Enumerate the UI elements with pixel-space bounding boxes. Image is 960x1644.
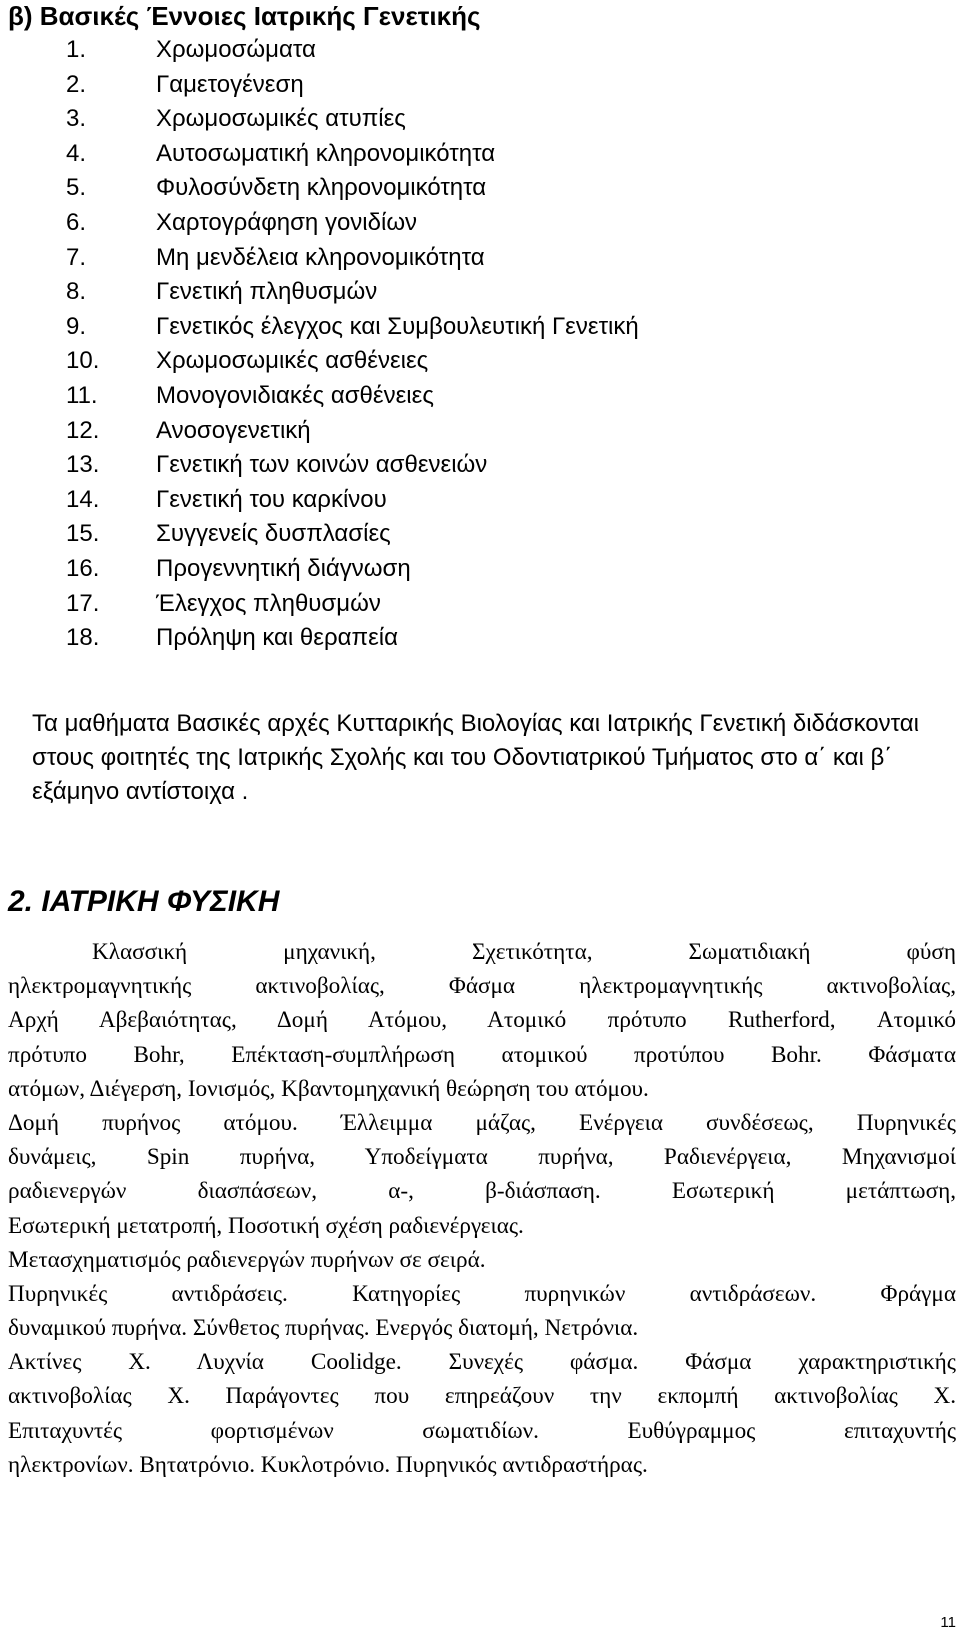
list-item-label: Χαρτογράφηση γονιδίων — [156, 208, 418, 236]
list-item-number: 7. — [66, 243, 87, 271]
syllabus-line: ηλεκτρομαγνητικής ακτινοβολίας, Φάσμα ηλεκτρομαγνητικής ακτινοβολίας, — [8, 973, 956, 1000]
list-item-label: Έλεγχος πληθυσμών — [156, 589, 381, 617]
list-item-label: Ανοσογενετική — [156, 416, 311, 444]
list-item-number: 18. — [66, 624, 100, 652]
list-item-number: 14. — [66, 485, 100, 513]
list-item-number: 1. — [66, 36, 87, 63]
syllabus-line: δυναμικού πυρήνα. Σύνθετος πυρήνας. Ενεργός διατομή, Νετρόνια. — [8, 1315, 639, 1342]
section-2-heading: 2. ΙΑΤΡΙΚΗ ΦΥΣΙΚΗ — [8, 885, 280, 918]
syllabus-line: Εσωτερική μετατροπή, Ποσοτική σχέση ραδιενέργειας. — [8, 1212, 524, 1239]
syllabus-line: Επιταχυντές φορτισμένων σωματιδίων. Ευθύγραμμος επιταχυντής — [8, 1417, 956, 1444]
list-item-number: 11. — [66, 381, 98, 409]
list-item-number: 6. — [66, 208, 87, 236]
list-item-label: Χρωμοσωμικές ασθένειες — [156, 347, 429, 375]
list-item-number: 9. — [66, 312, 87, 340]
syllabus-line: ραδιενεργών διασπάσεων, α-, β-διάσπαση. Εσωτερική μετάπτωση, — [8, 1178, 956, 1205]
syllabus-line: Αρχή Αβεβαιότητας, Δομή Ατόμου, Ατομικό πρότυπο Rutherford, Ατομικό — [8, 1007, 956, 1034]
syllabus-line: ατόμων, Διέγερση, Ιονισμός, Κβαντομηχανική θεώρηση του ατόμου. — [8, 1075, 649, 1102]
list-item-label: Χρωμοσωμικές ατυπίες — [156, 105, 406, 133]
list-item-number: 3. — [66, 105, 87, 133]
list-item-label: Αυτοσωματική κληρονομικότητα — [156, 139, 496, 167]
page-number: 11 — [940, 1614, 956, 1631]
list-item-label: Γενετικός έλεγχος και Συμβουλευτική Γενετική — [156, 312, 639, 340]
list-item-number: 13. — [66, 451, 100, 479]
list-item-number: 10. — [66, 347, 100, 375]
list-item-label: Γενετική πληθυσμών — [156, 278, 378, 306]
syllabus-line: δυνάμεις, Spin πυρήνα, Υποδείγματα πυρήνα, Ραδιενέργεια, Μηχανισμοί — [8, 1144, 956, 1171]
medical-physics-syllabus — [8, 935, 956, 1482]
list-item-number: 4. — [66, 139, 87, 167]
syllabus-line: ηλεκτρονίων. Βητατρόνιο. Κυκλοτρόνιο. Πυρηνικός αντιδραστήρας. — [8, 1451, 648, 1478]
syllabus-line: πρότυπο Bohr, Επέκταση-συμπλήρωση ατομικού προτύπου Bohr. Φάσματα — [8, 1041, 956, 1068]
syllabus-line: Δομή πυρήνος ατόμου. Έλλειμμα μάζας, Ενέργεια συνδέσεως, Πυρηνικές — [8, 1109, 956, 1136]
list-item-label: Γαμετογένεση — [156, 70, 304, 98]
list-item-label: Γενετική των κοινών ασθενειών — [156, 451, 488, 479]
list-item-number: 17. — [66, 589, 100, 617]
syllabus-line: Ακτίνες Χ. Λυχνία Coolidge. Συνεχές φάσμα. Φάσμα χαρακτηριστικής — [8, 1349, 956, 1376]
intro-paragraph: Τα μαθήματα Βασικές αρχές Κυτταρικής Βιολογίας και Ιατρικής Γενετική διδάσκονται στους φοιτητές της Ιατρικής Σχολής και του Οδοντιατρικού Τμήματος στο α΄ και β΄ εξάμηνο αντίστοιχα . — [32, 710, 919, 805]
syllabus-line: Κλασσική μηχανική, Σχετικότητα, Σωματιδιακή φύση — [92, 939, 956, 965]
list-item-label: Προγεννητική διάγνωση — [156, 554, 411, 582]
list-item-number: 16. — [66, 554, 100, 582]
list-item-label: Φυλοσύνδετη κληρονομικότητα — [156, 174, 487, 202]
syllabus-line: Πυρηνικές αντιδράσεις. Κατηγορίες πυρηνικών αντιδράσεων. Φράγμα — [8, 1280, 956, 1307]
list-item-number: 15. — [66, 520, 100, 548]
list-item-label: Γενετική του καρκίνου — [156, 485, 387, 513]
list-item-number: 8. — [66, 278, 87, 306]
list-item-number: 12. — [66, 416, 100, 444]
list-item-label: Χρωμοσώματα — [156, 36, 316, 63]
list-item-label: Πρόληψη και θεραπεία — [156, 624, 398, 652]
syllabus-line: Μετασχηματισμός ραδιενεργών πυρήνων σε σειρά. — [8, 1246, 486, 1273]
syllabus-line: ακτινοβολίας Χ. Παράγοντες που επηρεάζουν την εκπομπή ακτινοβολίας Χ. — [8, 1383, 956, 1410]
list-item-number: 2. — [66, 70, 87, 98]
list-item-number: 5. — [66, 174, 87, 202]
list-item-label: Μονογονιδιακές ασθένειες — [156, 381, 434, 409]
list-item-label: Μη μενδέλεια κληρονομικότητα — [156, 243, 485, 271]
list-item-label: Συγγενείς δυσπλασίες — [156, 520, 391, 548]
section-b-heading: β) Βασικές Έννοιες Ιατρικής Γενετικής — [8, 1, 481, 31]
